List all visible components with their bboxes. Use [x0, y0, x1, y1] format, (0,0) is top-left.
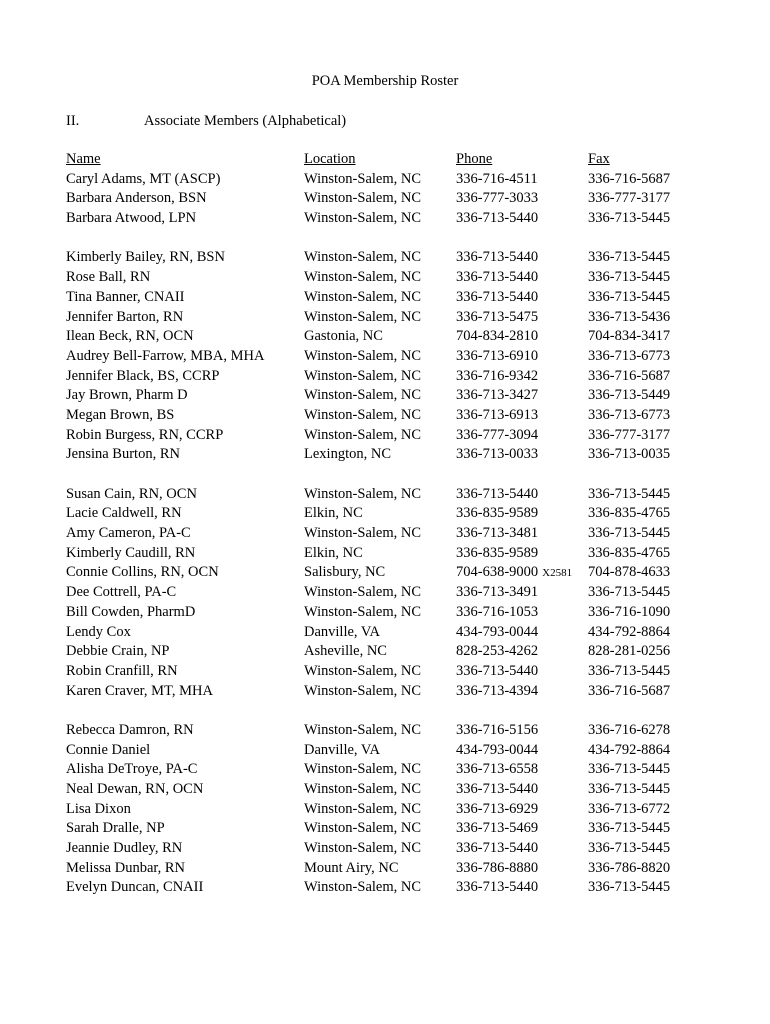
- member-phone: 828-253-4262: [456, 643, 539, 660]
- member-phone: 336-713-3427: [456, 387, 539, 404]
- member-location: Lexington, NC: [304, 446, 391, 463]
- member-fax: 336-713-5445: [588, 210, 671, 227]
- member-name: Debbie Crain, NP: [66, 643, 170, 660]
- member-name: Sarah Dralle, NP: [66, 820, 165, 837]
- member-phone: 336-713-5440: [456, 249, 539, 266]
- member-location: Winston-Salem, NC: [304, 820, 422, 837]
- member-location: Mount Airy, NC: [304, 859, 399, 876]
- member-location: Gastonia, NC: [304, 328, 383, 345]
- member-name: Jay Brown, Pharm D: [66, 387, 188, 404]
- member-name: Melissa Dunbar, RN: [66, 859, 186, 876]
- member-fax: 336-777-3177: [588, 190, 671, 207]
- member-fax: 336-713-5445: [588, 584, 671, 601]
- member-name: Connie Collins, RN, OCN: [66, 564, 219, 581]
- member-fax: 336-713-5445: [588, 662, 671, 679]
- member-phone: 336-713-4394: [456, 682, 539, 699]
- member-name: Karen Craver, MT, MHA: [66, 682, 213, 699]
- member-fax: 336-716-6278: [588, 721, 671, 738]
- member-fax: 704-834-3417: [588, 328, 671, 345]
- member-fax: 336-713-5445: [588, 781, 671, 797]
- member-fax: 336-713-6773: [588, 347, 671, 364]
- member-phone-extension: X2581: [542, 567, 573, 580]
- member-location: Winston-Salem, NC: [304, 288, 422, 305]
- member-fax: 336-716-5687: [588, 682, 671, 699]
- member-location: Winston-Salem, NC: [304, 426, 422, 443]
- member-phone: 336-713-6558: [456, 761, 539, 778]
- member-phone: 336-786-8880: [456, 859, 539, 876]
- member-name: Barbara Atwood, LPN: [66, 210, 197, 227]
- member-fax: 336-777-3177: [588, 426, 671, 443]
- member-fax: 336-713-5445: [588, 288, 671, 305]
- member-location: Winston-Salem, NC: [304, 387, 422, 404]
- member-name: Audrey Bell-Farrow, MBA, MHA: [66, 347, 265, 364]
- member-fax: 336-713-5445: [588, 485, 671, 502]
- member-phone: 336-713-5440: [456, 269, 539, 286]
- member-name: Amy Cameron, PA-C: [66, 525, 191, 542]
- member-name: Kimberly Caudill, RN: [66, 544, 196, 561]
- member-location: Winston-Salem, NC: [304, 781, 422, 797]
- member-phone: 336-777-3033: [456, 190, 539, 207]
- member-name: Lacie Caldwell, RN: [66, 505, 182, 522]
- member-fax: 336-713-5436: [588, 308, 671, 325]
- member-phone: 336-716-9342: [456, 367, 539, 384]
- member-name: Dee Cottrell, PA-C: [66, 584, 177, 601]
- member-name: Tina Banner, CNAII: [66, 288, 185, 305]
- column-header-location: Location: [304, 151, 356, 167]
- member-phone: 336-835-9589: [456, 505, 539, 522]
- member-phone: [456, 563, 572, 584]
- member-name: Rebecca Damron, RN: [66, 721, 194, 738]
- member-phone: 336-713-5440: [456, 781, 539, 797]
- member-phone: 336-713-5440: [456, 485, 539, 502]
- member-location: Winston-Salem, NC: [304, 761, 422, 778]
- member-name: Jeannie Dudley, RN: [66, 840, 183, 857]
- member-phone: 336-713-5440: [456, 288, 539, 305]
- member-fax: 336-713-5445: [588, 761, 671, 778]
- member-location: Winston-Salem, NC: [304, 879, 422, 896]
- member-phone: 336-716-5156: [456, 721, 539, 738]
- member-name: Barbara Anderson, BSN: [66, 190, 207, 207]
- member-fax: 336-713-5445: [588, 879, 671, 896]
- member-location: Salisbury, NC: [304, 564, 386, 581]
- member-phone: 704-834-2810: [456, 328, 539, 345]
- member-location: Winston-Salem, NC: [304, 800, 422, 817]
- member-phone: 336-713-3491: [456, 584, 539, 601]
- member-location: Winston-Salem, NC: [304, 367, 422, 384]
- member-phone: 336-713-6929: [456, 800, 539, 817]
- member-location: Asheville, NC: [304, 643, 387, 660]
- member-name: Alisha DeTroye, PA-C: [66, 761, 198, 778]
- column-header-name: Name: [66, 151, 101, 167]
- member-fax: 336-713-6772: [588, 800, 671, 817]
- member-name: Jennifer Black, BS, CCRP: [66, 367, 220, 384]
- member-phone: 336-713-5440: [456, 210, 539, 227]
- member-phone: 434-793-0044: [456, 741, 539, 758]
- member-fax: 336-713-5445: [588, 249, 671, 266]
- member-phone: 336-713-5475: [456, 308, 539, 325]
- member-fax: 434-792-8864: [588, 623, 671, 640]
- member-name: Neal Dewan, RN, OCN: [66, 781, 204, 797]
- member-phone: 336-713-6913: [456, 406, 539, 423]
- member-phone: 336-777-3094: [456, 426, 539, 443]
- member-name: Susan Cain, RN, OCN: [66, 485, 197, 502]
- member-location: Winston-Salem, NC: [304, 525, 422, 542]
- member-fax: 336-713-5445: [588, 525, 671, 542]
- member-fax: 336-716-1090: [588, 603, 671, 620]
- member-fax: 336-716-5687: [588, 170, 671, 187]
- member-phone: 336-713-5440: [456, 840, 539, 857]
- member-name: Kimberly Bailey, RN, BSN: [66, 249, 225, 266]
- member-location: Winston-Salem, NC: [304, 190, 422, 207]
- page-title: POA Membership Roster: [311, 73, 459, 89]
- member-location: Winston-Salem, NC: [304, 210, 422, 227]
- member-name: Connie Daniel: [66, 741, 151, 758]
- member-fax: 336-713-5449: [588, 387, 671, 404]
- column-header-phone: Phone: [456, 151, 493, 167]
- member-location: Winston-Salem, NC: [304, 662, 422, 679]
- member-location: Winston-Salem, NC: [304, 682, 422, 699]
- section-heading: [66, 112, 346, 130]
- member-fax: 336-713-0035: [588, 446, 671, 463]
- member-phone: 336-713-5469: [456, 820, 539, 837]
- member-location: Elkin, NC: [304, 544, 363, 561]
- member-location: Danville, VA: [304, 623, 380, 640]
- member-phone: 336-713-6910: [456, 347, 539, 364]
- member-fax: 434-792-8864: [588, 741, 671, 758]
- member-name: Lendy Cox: [66, 623, 131, 640]
- member-location: Winston-Salem, NC: [304, 721, 422, 738]
- member-location: Danville, VA: [304, 741, 380, 758]
- member-name: Bill Cowden, PharmD: [66, 603, 196, 620]
- member-location: Winston-Salem, NC: [304, 584, 422, 601]
- section-number: II.: [66, 113, 80, 129]
- member-phone: 336-713-0033: [456, 446, 539, 463]
- member-phone: 336-713-5440: [456, 662, 539, 679]
- member-name: Robin Burgess, RN, CCRP: [66, 426, 224, 443]
- member-location: Winston-Salem, NC: [304, 347, 422, 364]
- member-name: Jensina Burton, RN: [66, 446, 180, 463]
- member-name: Jennifer Barton, RN: [66, 308, 184, 325]
- member-name: Caryl Adams, MT (ASCP): [66, 170, 221, 187]
- member-location: Elkin, NC: [304, 505, 363, 522]
- member-name: Ilean Beck, RN, OCN: [66, 328, 194, 345]
- member-phone: 336-713-5440: [456, 879, 539, 896]
- member-name: Robin Cranfill, RN: [66, 662, 178, 679]
- member-fax: 336-713-5445: [588, 840, 671, 857]
- member-fax: 336-835-4765: [588, 505, 671, 522]
- member-phone: 336-716-1053: [456, 603, 539, 620]
- member-fax: 336-786-8820: [588, 859, 671, 876]
- column-header-fax: Fax: [588, 151, 610, 167]
- member-fax: 704-878-4633: [588, 564, 671, 581]
- member-fax: 336-716-5687: [588, 367, 671, 384]
- member-location: Winston-Salem, NC: [304, 170, 422, 187]
- member-phone: 336-713-3481: [456, 525, 539, 542]
- member-fax: 336-835-4765: [588, 544, 671, 561]
- member-fax: 336-713-5445: [588, 820, 671, 837]
- member-name: Lisa Dixon: [66, 800, 131, 817]
- member-phone: 336-835-9589: [456, 544, 539, 561]
- member-phone: 336-716-4511: [456, 170, 538, 187]
- member-fax: 336-713-6773: [588, 406, 671, 423]
- member-location: Winston-Salem, NC: [304, 308, 422, 325]
- member-location: Winston-Salem, NC: [304, 840, 422, 857]
- member-name: Megan Brown, BS: [66, 406, 175, 423]
- section-label: Associate Members (Alphabetical): [144, 113, 347, 129]
- member-location: Winston-Salem, NC: [304, 485, 422, 502]
- member-location: Winston-Salem, NC: [304, 249, 422, 266]
- member-location: Winston-Salem, NC: [304, 269, 422, 286]
- member-fax: 336-713-5445: [588, 269, 671, 286]
- member-location: Winston-Salem, NC: [304, 406, 422, 423]
- member-phone: 434-793-0044: [456, 623, 539, 640]
- member-phone-number: 704-638-9000: [456, 564, 539, 581]
- member-location: Winston-Salem, NC: [304, 603, 422, 620]
- member-name: Rose Ball, RN: [66, 269, 151, 286]
- member-name: Evelyn Duncan, CNAII: [66, 879, 204, 896]
- member-fax: 828-281-0256: [588, 643, 671, 660]
